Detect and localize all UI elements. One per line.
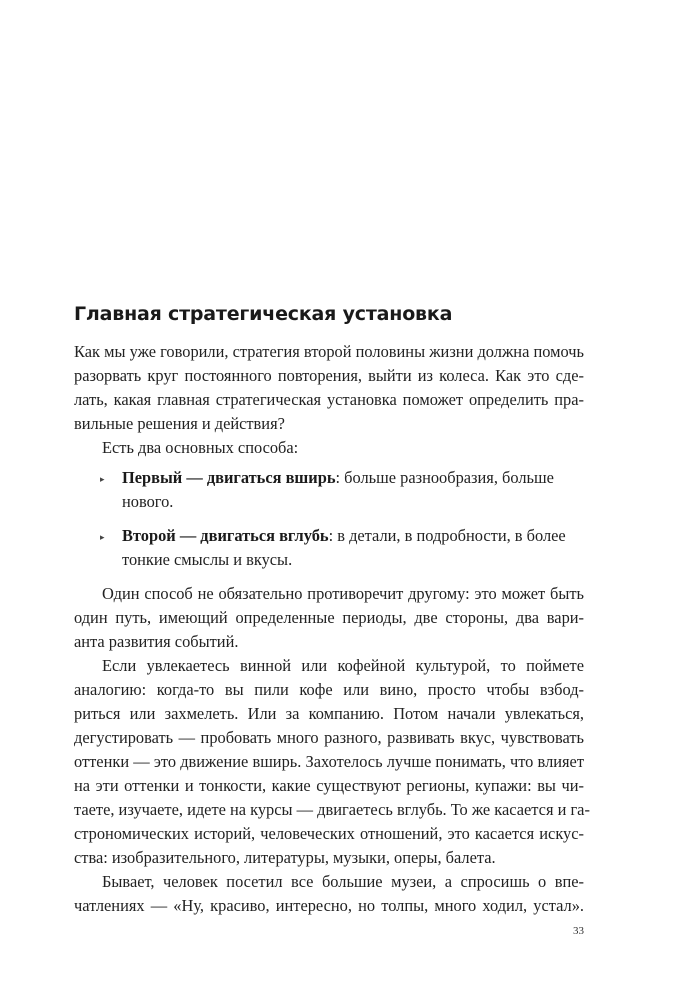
bullet-item-1: [122, 466, 584, 489]
para3-line-2: чатлениях — «Ну, красиво, интересно, но толпы, много ходил, устал».: [74, 896, 584, 915]
section-heading: Главная стратегическая установка: [74, 303, 453, 325]
bullet-1-text: : больше разнообразия, больше: [335, 468, 554, 487]
intro-line-4: вильные решения и действия?: [74, 414, 285, 433]
para1-line-2: один путь, имеющий определенные периоды, две стороны, два вари-: [74, 608, 584, 627]
intro-line-3: лать, какая главная стратегическая установка поможет определить пра-: [74, 390, 584, 409]
para2-line-9: ства: изобразительного, литературы, музыки, оперы, балета.: [74, 848, 496, 867]
intro-line-2: разорвать круг постоянного повторения, выйти из колеса. Как это сде-: [74, 366, 584, 385]
para2-line-6: на эти оттенки и тонкости, какие существуют регионы, купажи: вы чи-: [74, 776, 584, 795]
para2-line-4: дегустировать — пробовать много разного, развивать вкус, чувствовать: [74, 728, 584, 747]
para2-line-5: оттенки — это движение вширь. Захотелось лучше понимать, что влияет: [74, 752, 584, 771]
bullet-arrow-icon: ▸: [100, 532, 105, 542]
para2-line-8: строномических историй, человеческих отношений, это касается искус-: [74, 824, 584, 843]
para1-line-1: Один способ не обязательно противоречит другому: это может быть: [102, 584, 584, 603]
para2-line-2: аналогию: когда-то вы пили кофе или вино, просто чтобы взбод-: [74, 680, 584, 699]
page-number: 33: [573, 925, 584, 937]
bullet-2-text: : в детали, в подробности, в более: [328, 526, 566, 545]
bullet-item-2: [122, 524, 584, 547]
bullet-1-continuation: нового.: [122, 492, 174, 511]
bullet-2-continuation: тонкие смыслы и вкусы.: [122, 550, 293, 569]
bullet-2-term: Второй — двигаться вглубь: [122, 526, 329, 545]
para3-line-1: Бывает, человек посетил все большие музеи, а спросишь о впе-: [102, 872, 584, 891]
bullet-1-term: Первый — двигаться вширь: [122, 468, 336, 487]
intro-line-5: Есть два основных способа:: [102, 438, 299, 457]
para1-line-3: анта развития событий.: [74, 632, 239, 651]
para2-line-3: риться или захмелеть. Или за компанию. Потом начали увлекаться,: [74, 704, 584, 723]
bullet-arrow-icon: ▸: [100, 474, 105, 484]
intro-line-1: Как мы уже говорили, стратегия второй половины жизни должна помочь: [74, 342, 584, 361]
para2-line-7: таете, изучаете, идете на курсы — двигаетесь вглубь. То же касается и га-: [74, 800, 590, 819]
para2-line-1: Если увлекаетесь винной или кофейной культурой, то поймете: [102, 656, 584, 675]
